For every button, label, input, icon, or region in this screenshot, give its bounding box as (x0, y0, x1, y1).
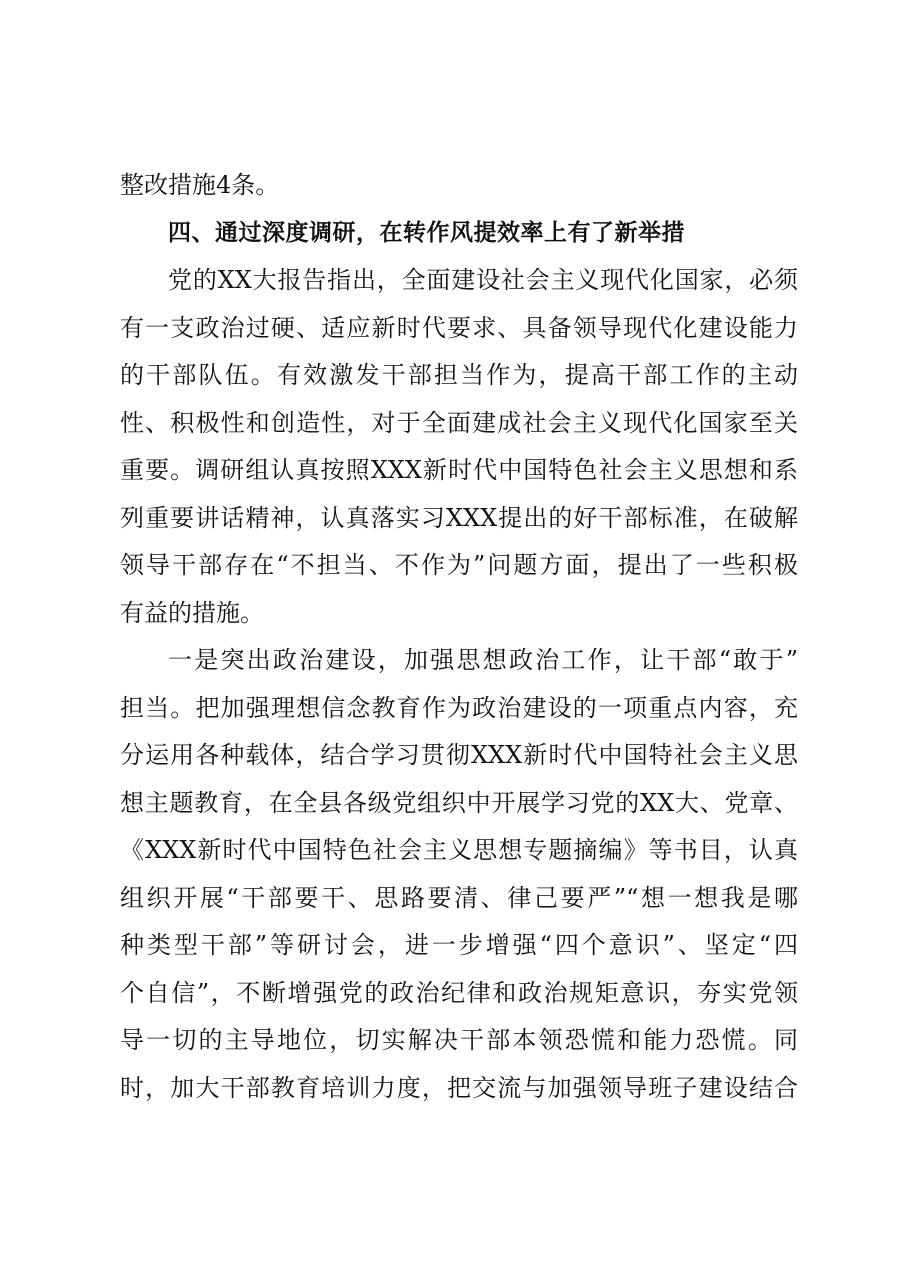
paragraph-line: 担当。把加强理想信念教育作为政治建设的一项重点内容，充 (120, 693, 798, 722)
paragraph-line: 有益的措施。 (120, 598, 264, 627)
paragraph-line: 个自信”，不断增强党的政治纪律和政治规矩意识，夯实党领 (120, 978, 798, 1007)
paragraph-2 (120, 637, 798, 1112)
paragraph-line: 列重要讲话精神，认真落实习XXX提出的好干部标准，在破解 (120, 503, 798, 532)
paragraph-1 (120, 257, 798, 637)
paragraph-line: 性、积极性和创造性，对于全面建成社会主义现代化国家至关 (120, 408, 798, 437)
paragraph-line: 分运用各种载体，结合学习贯彻XXX新时代中国特社会主义思 (120, 741, 798, 769)
paragraph-line: 重要。调研组认真按照XXX新时代中国特色社会主义思想和系 (120, 456, 798, 484)
paragraph-line: 种类型干部”等研讨会，进一步增强“四个意识”、坚定“四 (120, 931, 798, 959)
paragraph-line: 有一支政治过硬、适应新时代要求、具备领导现代化建设能力 (120, 313, 798, 342)
paragraph-line: 的干部队伍。有效激发干部担当作为，提高干部工作的主动 (120, 361, 798, 389)
paragraph-line: 时，加大干部教育培训力度，把交流与加强领导班子建设结合 (120, 1073, 798, 1102)
paragraph-line: 导一切的主导地位，切实解决干部本领恐慌和能力恐慌。同 (120, 1026, 798, 1054)
document-body (120, 162, 798, 1112)
paragraph-line: 党的XX大报告指出，全面建设社会主义现代化国家，必须 (168, 266, 798, 294)
section-heading: 四、通过深度调研，在转作风提效率上有了新举措 (168, 219, 685, 246)
fragment-line: 整改措施4条。 (120, 171, 280, 199)
paragraph-line: 想主题教育，在全县各级党组织中开展学习党的XX大、党章、 (120, 788, 798, 817)
paragraph-line: 《XXX新时代中国特色社会主义思想专题摘编》等书目，认真 (120, 836, 798, 864)
paragraph-line: 一是突出政治建设，加强思想政治工作，让干部“敢于” (168, 646, 798, 674)
paragraph-line: 领导干部存在“不担当、不作为”问题方面，提出了一些积极 (120, 551, 798, 579)
paragraph-line: 组织开展“干部要干、思路要清、律己要严”“想一想我是哪 (120, 883, 798, 912)
